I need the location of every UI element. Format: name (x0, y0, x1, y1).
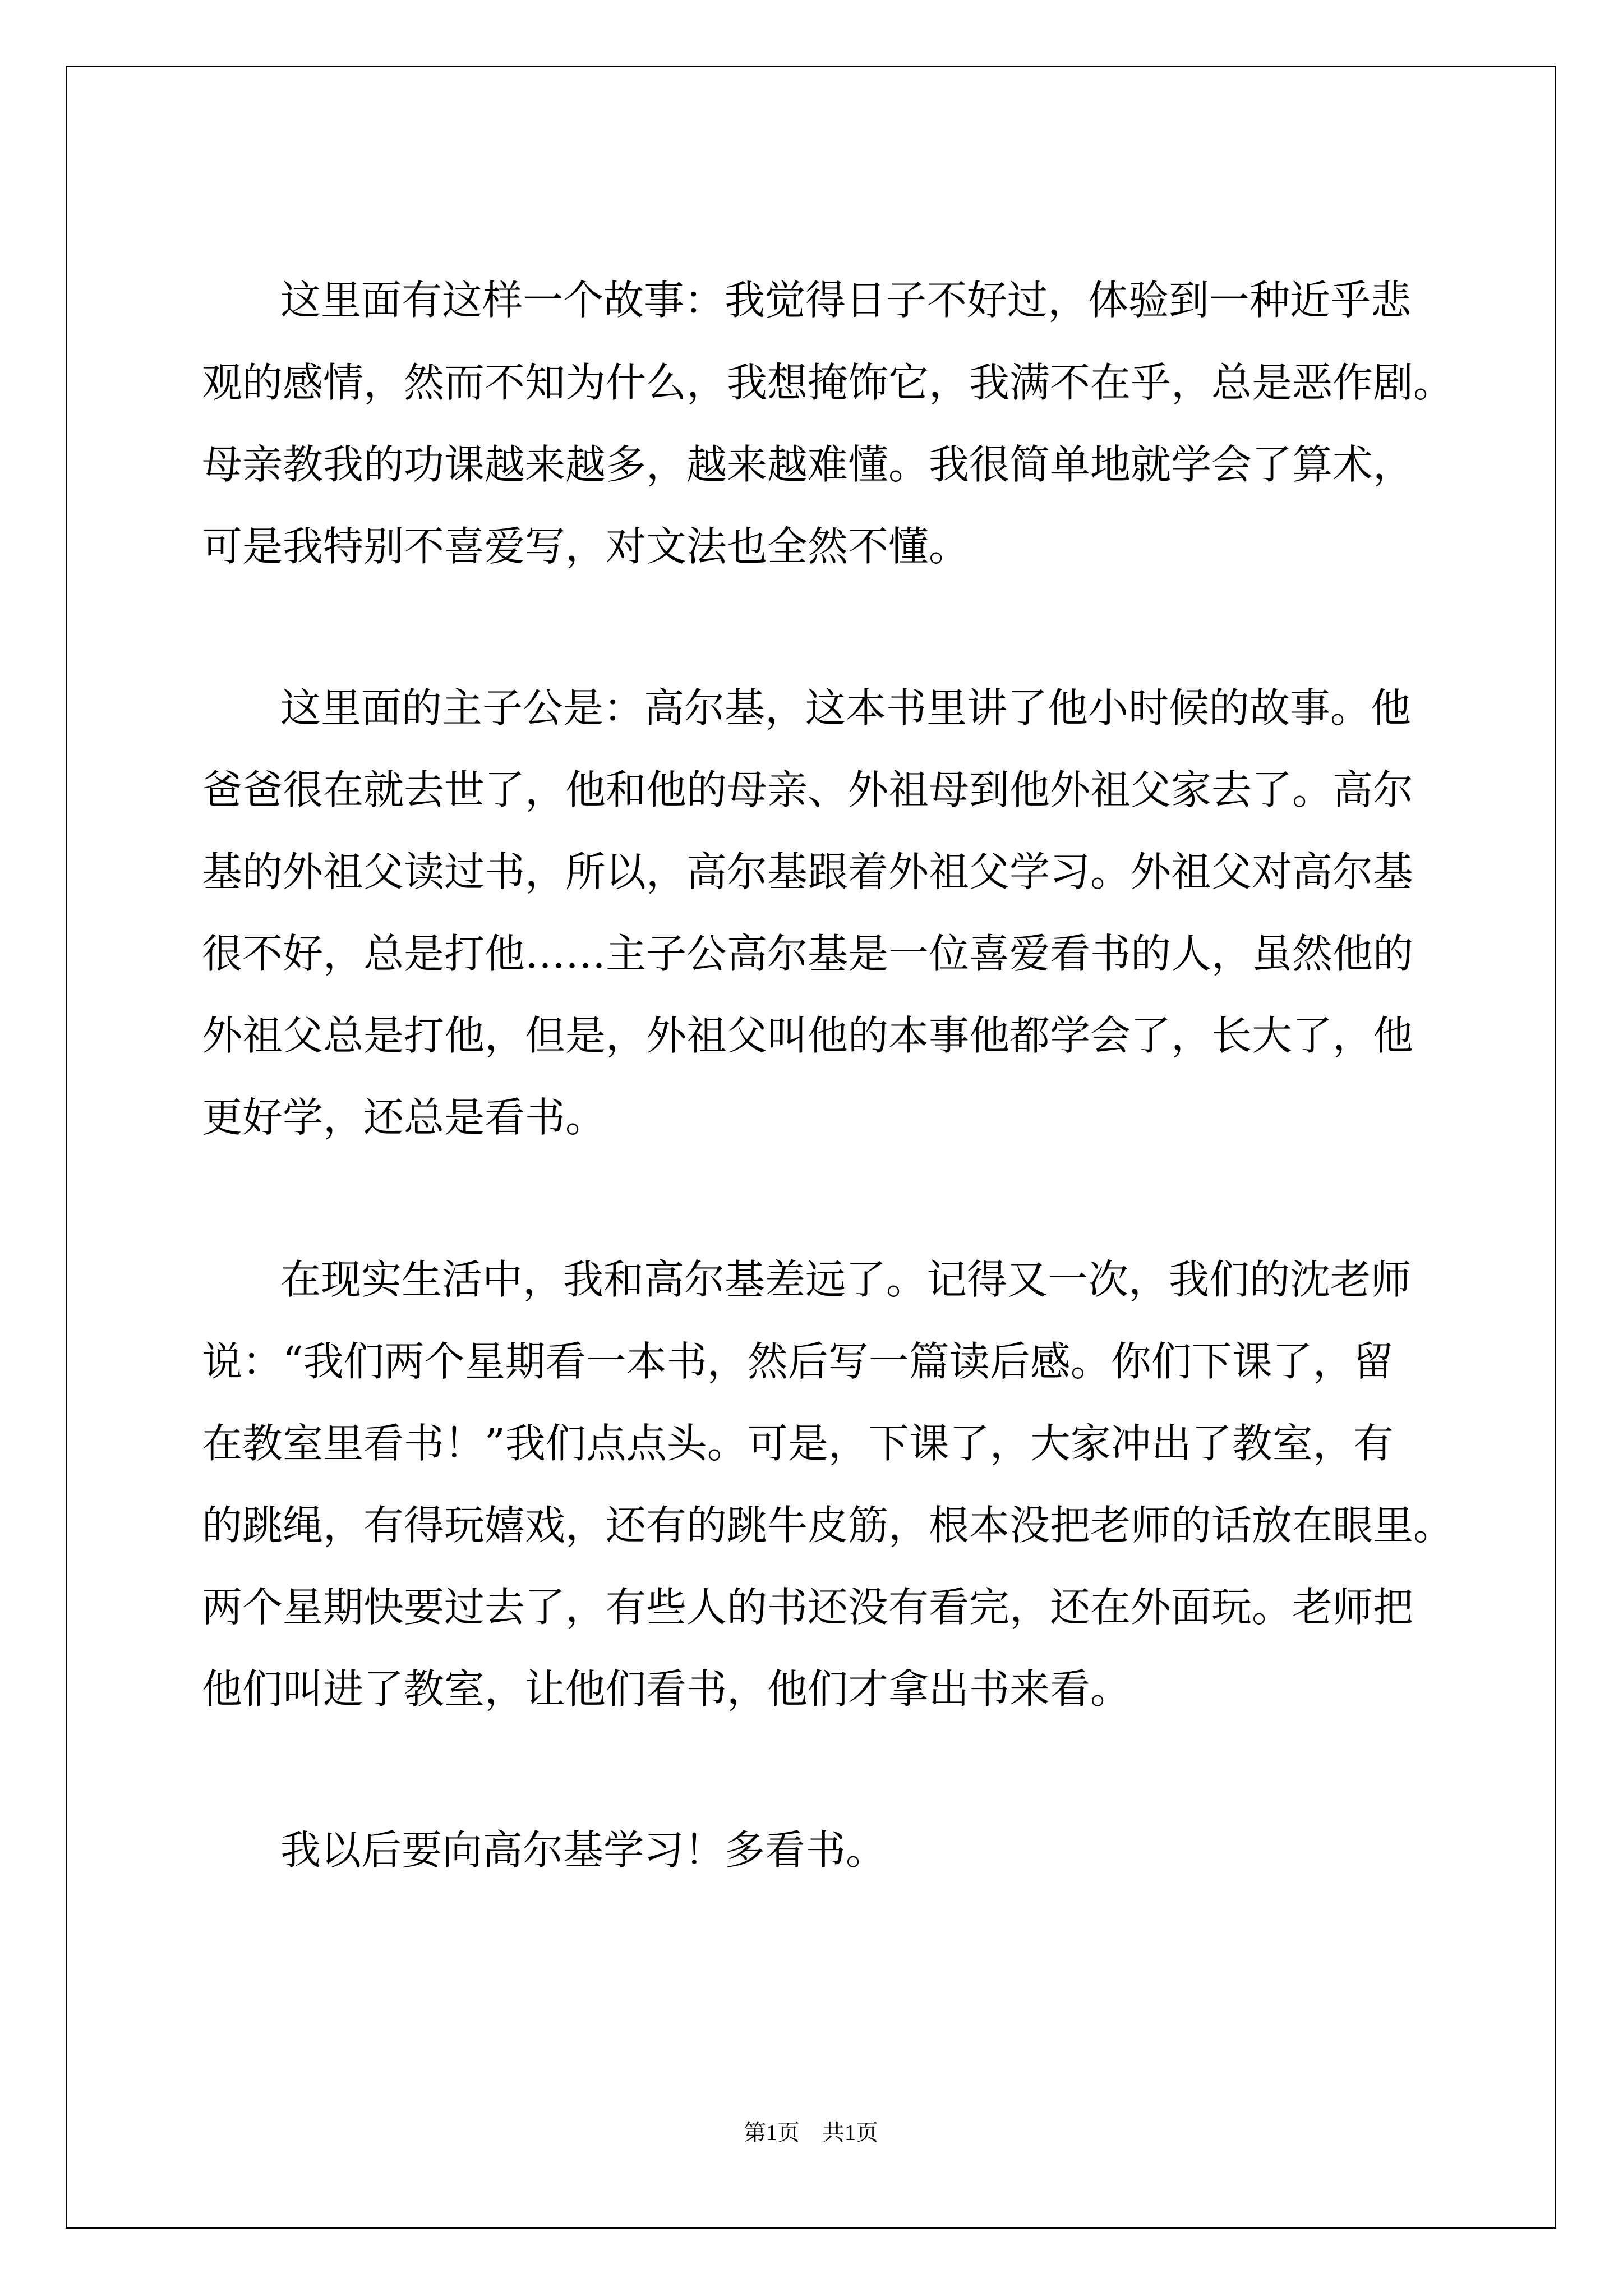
text-line: 爸爸很在就去世了，他和他的母亲、外祖母到他外祖父家去了。高尔 (202, 766, 1414, 813)
text-line: 在现实生活中，我和高尔基差远了。记得又一次，我们的沈老师 (280, 1256, 1412, 1303)
text-line: 两个星期快要过去了，有些人的书还没有看完，还在外面玩。老师把 (202, 1584, 1414, 1631)
text-line: 说：“我们两个星期看一本书，然后写一篇读后感。你们下课了，留 (202, 1338, 1394, 1385)
text-line: 很不好，总是打他……主子公高尔基是一位喜爱看书的人，虽然他的 (202, 930, 1414, 977)
page-number: 第1页 共1页 (744, 2120, 878, 2145)
text-line: 这里面的主子公是：高尔基，这本书里讲了他小时候的故事。他 (280, 684, 1412, 731)
text-line: 可是我特别不喜爱写，对文法也全然不懂。 (202, 523, 970, 570)
text-line: 我以后要向高尔基学习！多看书。 (280, 1826, 887, 1874)
text-line: 的跳绳，有得玩嬉戏，还有的跳牛皮筋，根本没把老师的话放在眼里。 (202, 1502, 1454, 1549)
text-line: 观的感情，然而不知为什么，我想掩饰它，我满不在乎，总是恶作剧。 (202, 359, 1454, 406)
text-line: 基的外祖父读过书，所以，高尔基跟着外祖父学习。外祖父对高尔基 (202, 848, 1414, 895)
text-line: 这里面有这样一个故事：我觉得日子不好过，体验到一种近乎悲 (280, 277, 1412, 324)
text-line: 外祖父总是打他，但是，外祖父叫他的本事他都学会了，长大了，他 (202, 1012, 1414, 1059)
text-line: 更好学，还总是看书。 (202, 1094, 606, 1141)
document-page (66, 66, 1556, 2229)
text-line: 他们叫进了教室，让他们看书，他们才拿出书来看。 (202, 1665, 1131, 1713)
text-line: 在教室里看书！”我们点点头。可是，下课了，大家冲出了教室，有 (202, 1420, 1394, 1467)
text-line: 母亲教我的功课越来越多，越来越难懂。我很简单地就学会了算术， (202, 441, 1414, 488)
